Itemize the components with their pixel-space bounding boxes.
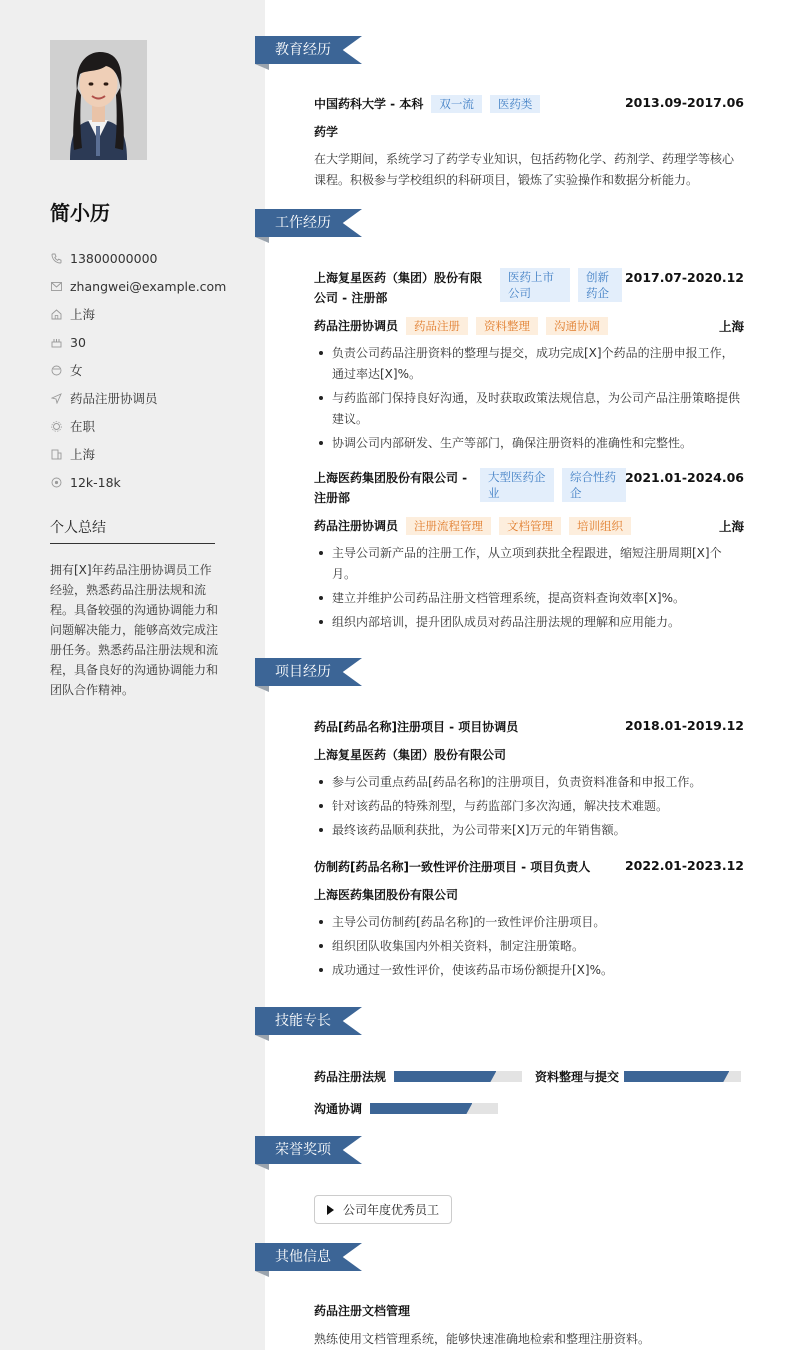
section-title: 荣誉奖项 xyxy=(275,1142,331,1158)
skill-tag: 注册流程管理 xyxy=(406,517,491,535)
list-item: 针对该药品的特殊剂型，与药监部门多次沟通，解决技术难题。 xyxy=(314,796,744,817)
award-item[interactable] xyxy=(314,1195,452,1224)
salary-row xyxy=(50,468,250,496)
portrait-image xyxy=(50,40,147,160)
summary-text: 拥有[X]年药品注册协调员工作经验，熟悉药品注册法规和流程。具备较强的沟通协调能力和问题解决能力，能够高效完成注册任务。熟悉药品注册法规和流程，具备良好的沟通协调能力和团队合作精神。 xyxy=(50,563,219,697)
work-city: 上海 xyxy=(718,319,744,334)
skill-name: 资料整理与提交 xyxy=(535,1070,620,1084)
list-item: 成功通过一致性评价，使该药品市场份额提升[X]%。 xyxy=(314,960,744,981)
list-item: 最终该药品顺利获批，为公司带来[X]万元的年销售额。 xyxy=(314,820,744,841)
skill-bar-fill xyxy=(624,1071,729,1082)
section-title: 教育经历 xyxy=(275,42,331,58)
school-tag: 医药类 xyxy=(490,95,541,113)
summary-divider xyxy=(50,543,215,544)
list-item: 与药监部门保持良好沟通，及时获取政策法规信息，为公司产品注册策略提供建议。 xyxy=(314,388,744,430)
skill-item xyxy=(535,1068,741,1085)
skill-name: 药品注册法规 xyxy=(314,1070,387,1084)
send-icon xyxy=(50,392,62,404)
building-icon xyxy=(50,448,62,460)
phone-value: 13800000000 xyxy=(70,250,158,266)
status-icon xyxy=(50,420,62,432)
gender-row xyxy=(50,356,250,384)
location-value: 上海 xyxy=(70,307,96,322)
status-value: 在职 xyxy=(70,419,96,434)
work-city: 上海 xyxy=(718,519,744,534)
target-city-value: 上海 xyxy=(70,447,96,462)
company-tag: 医药上市公司 xyxy=(500,268,570,302)
avatar xyxy=(50,40,147,160)
status-row xyxy=(50,412,250,440)
education-desc: 在大学期间，系统学习了药学专业知识，包括药物化学、药剂学、药理学等核心课程。积极参与学校组织的科研项目，锻炼了实验操作和数据分析能力。 xyxy=(314,152,735,187)
list-item: 建立并维护公司药品注册文档管理系统，提高资料查询效率[X]%。 xyxy=(314,588,744,609)
play-icon xyxy=(327,1205,334,1215)
phone-icon xyxy=(50,252,62,264)
skill-tag: 培训组织 xyxy=(569,517,631,535)
skill-tag: 文档管理 xyxy=(499,517,561,535)
work-date: 2017.07-2020.12 xyxy=(624,270,744,285)
skill-tag: 沟通协调 xyxy=(546,317,608,335)
section-title: 项目经历 xyxy=(275,664,331,680)
company-tag: 综合性药企 xyxy=(562,468,626,502)
project-title: 药品[药品名称]注册项目 - 项目协调员 xyxy=(314,720,519,734)
target-city-row xyxy=(50,440,250,468)
major: 药学 xyxy=(314,125,339,139)
skill-bar xyxy=(394,1071,522,1082)
skill-bar-fill xyxy=(394,1071,496,1082)
location-row xyxy=(50,300,250,328)
skill-item xyxy=(314,1068,522,1085)
list-item: 负责公司药品注册资料的整理与提交，成功完成[X]个药品的注册申报工作，通过率达[X]%。 xyxy=(314,343,744,385)
school-tag: 双一流 xyxy=(431,95,482,113)
salary-value: 12k-18k xyxy=(70,474,121,490)
skill-bar xyxy=(624,1071,741,1082)
contact-info xyxy=(50,244,250,496)
list-item: 协调公司内部研发、生产等部门，确保注册资料的准确性和完整性。 xyxy=(314,433,744,454)
email-row xyxy=(50,272,250,300)
list-item: 组织内部培训，提升团队成员对药品注册法规的理解和应用能力。 xyxy=(314,612,744,633)
list-item: 主导公司仿制药[药品名称]的一致性评价注册项目。 xyxy=(314,912,744,933)
home-icon xyxy=(50,308,62,320)
education-date: 2013.09-2017.06 xyxy=(624,95,744,110)
skill-bar xyxy=(370,1103,498,1114)
position-value: 药品注册协调员 xyxy=(70,391,158,406)
skill-tag: 药品注册 xyxy=(406,317,468,335)
project-date: 2018.01-2019.12 xyxy=(624,718,744,733)
company-tag: 大型医药企业 xyxy=(480,468,554,502)
email-value: zhangwei@example.com xyxy=(70,278,227,294)
section-title: 技能专长 xyxy=(275,1013,331,1029)
list-item: 参与公司重点药品[药品名称]的注册项目，负责资料准备和申报工作。 xyxy=(314,772,744,793)
project-org: 上海复星医药（集团）股份有限公司 xyxy=(314,748,507,762)
work-bullets xyxy=(314,543,744,636)
work-date: 2021.01-2024.06 xyxy=(624,470,744,485)
sidebar xyxy=(0,0,265,1350)
list-item: 组织团队收集国内外相关资料，制定注册策略。 xyxy=(314,936,744,957)
skill-item xyxy=(314,1100,498,1117)
section-title: 工作经历 xyxy=(275,215,331,231)
gender-value: 女 xyxy=(70,363,83,378)
role: 药品注册协调员 xyxy=(314,519,399,533)
company-tag: 创新药企 xyxy=(578,268,622,302)
company-name: 上海医药集团股份有限公司 - 注册部 xyxy=(314,471,468,505)
age-row xyxy=(50,328,250,356)
company-name: 上海复星医药（集团）股份有限公司 - 注册部 xyxy=(314,271,483,305)
phone-row xyxy=(50,244,250,272)
skill-bar-fill xyxy=(370,1103,472,1114)
school-name: 中国药科大学 - 本科 xyxy=(314,97,424,111)
position-row xyxy=(50,384,250,412)
skill-tag: 资料整理 xyxy=(476,317,538,335)
summary-heading: 个人总结 xyxy=(50,520,106,536)
project-title: 仿制药[药品名称]一致性评价注册项目 - 项目负责人 xyxy=(314,860,591,874)
age-value: 30 xyxy=(70,334,86,350)
list-item: 主导公司新产品的注册工作，从立项到获批全程跟进，缩短注册周期[X]个月。 xyxy=(314,543,744,585)
project-bullets xyxy=(314,772,744,844)
work-bullets xyxy=(314,343,744,457)
candidate-name: 简小历 xyxy=(50,201,110,225)
project-org: 上海医药集团股份有限公司 xyxy=(314,888,459,902)
award-label: 公司年度优秀员工 xyxy=(343,1203,440,1217)
mail-icon xyxy=(50,280,62,292)
role: 药品注册协调员 xyxy=(314,319,399,333)
other-desc: 熟练使用文档管理系统，能够快速准确地检索和整理注册资料。 xyxy=(314,1332,651,1346)
other-title: 药品注册文档管理 xyxy=(314,1304,411,1318)
salary-icon xyxy=(50,476,62,488)
project-bullets xyxy=(314,912,744,984)
project-date: 2022.01-2023.12 xyxy=(624,858,744,873)
age-icon xyxy=(50,336,62,348)
section-title: 其他信息 xyxy=(275,1249,331,1265)
gender-icon xyxy=(50,364,62,376)
skill-name: 沟通协调 xyxy=(314,1102,363,1116)
